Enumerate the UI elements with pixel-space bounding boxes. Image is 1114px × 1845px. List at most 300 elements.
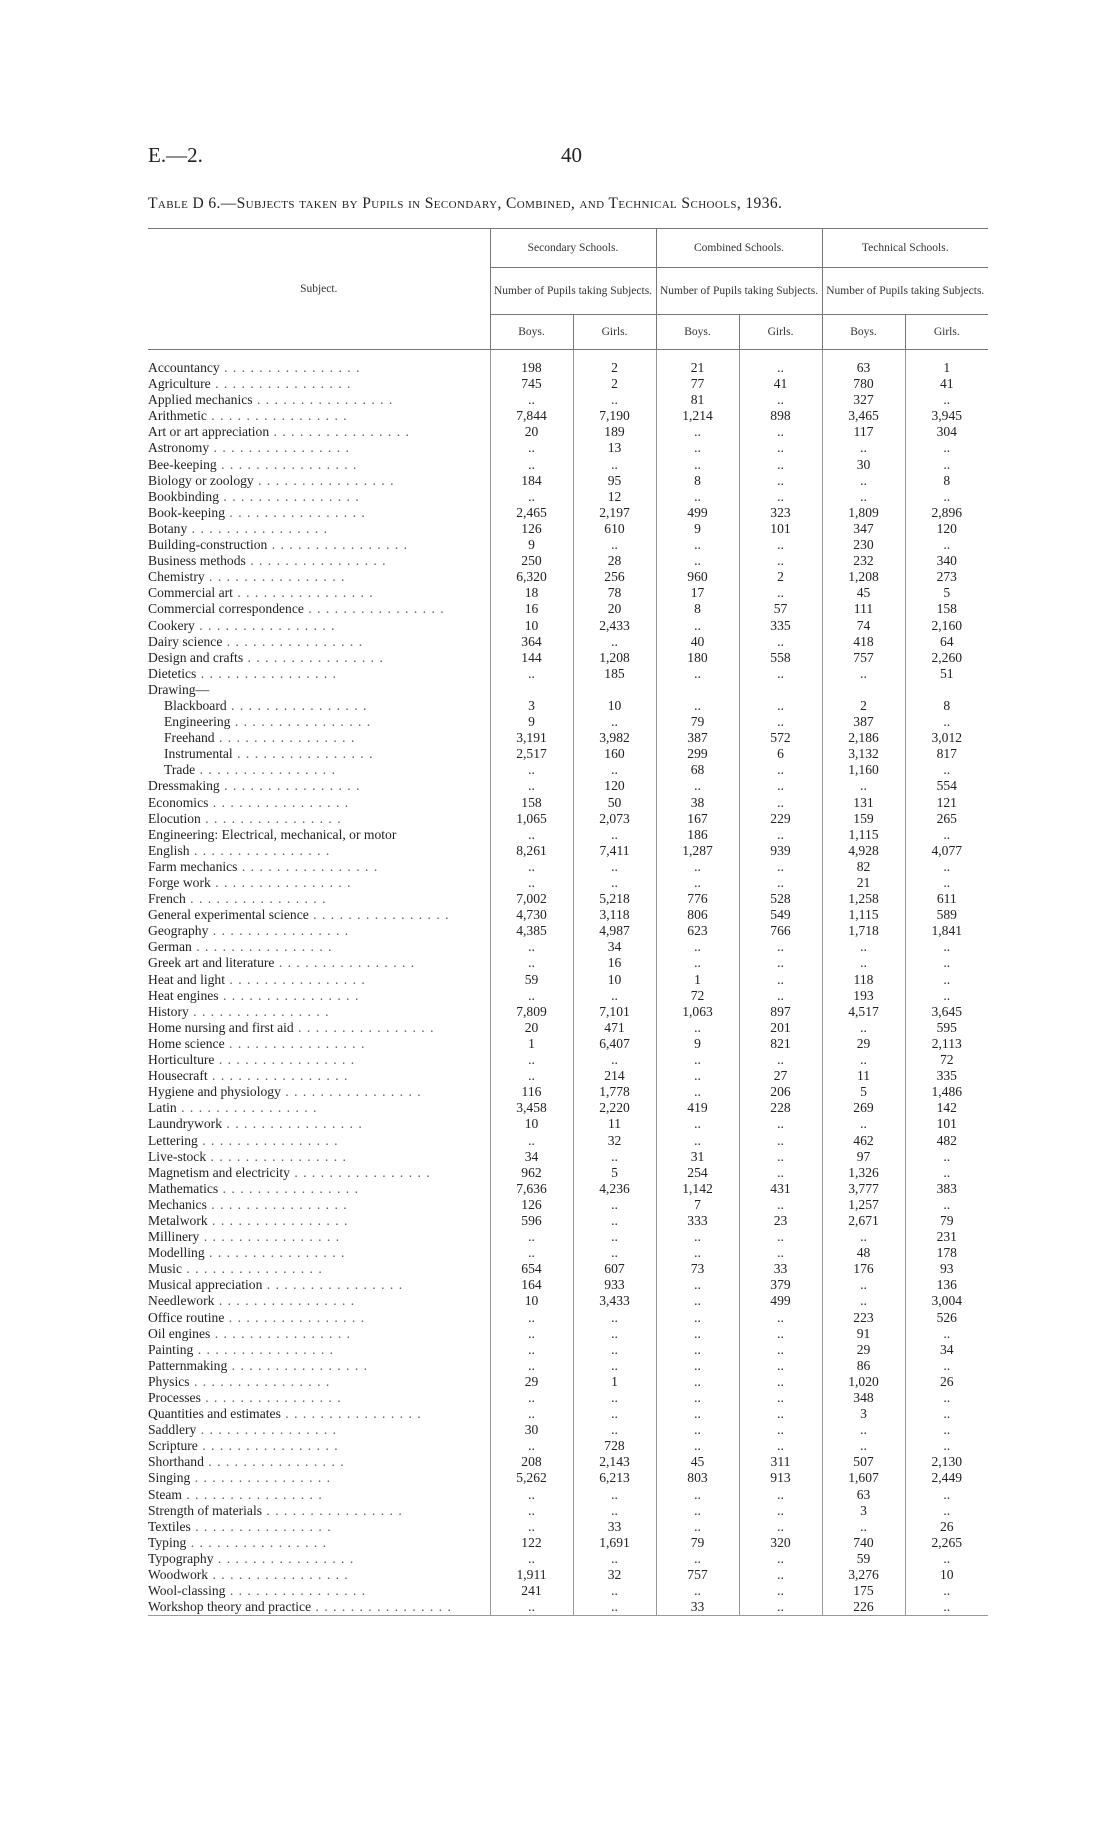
technical-boys-cell: 1,115 [822, 907, 905, 923]
subject-cell [148, 521, 490, 537]
leader-dots: . . . . . . . . . . . . . . . . [189, 1373, 331, 1389]
subject-cell [148, 1084, 490, 1100]
technical-boys-cell: .. [822, 1052, 905, 1068]
combined-boys-cell: 499 [656, 505, 739, 521]
leader-dots: . . . . . . . . . . . . . . . . [303, 601, 445, 617]
technical-boys-cell: 1,208 [822, 569, 905, 585]
technical-girls-header: Girls. [905, 315, 988, 350]
secondary-boys-cell: 29 [490, 1374, 573, 1390]
secondary-girls-cell: 610 [573, 521, 656, 537]
table-row [148, 1535, 988, 1551]
secondary-girls-cell: 32 [573, 1567, 656, 1583]
leader-dots: . . . . . . . . . . . . . . . . [219, 360, 361, 375]
table-row [148, 1551, 988, 1567]
combined-boys-cell: 186 [656, 827, 739, 843]
leader-dots: . . . . . . . . . . . . . . . . [243, 649, 384, 665]
technical-girls-cell: 1,841 [905, 923, 988, 939]
secondary-girls-cell: 1,208 [573, 650, 656, 666]
technical-boys-cell: .. [822, 939, 905, 955]
table-row [148, 682, 988, 698]
subheader-combined: Number of Pupils taking Subjects. [656, 268, 822, 315]
secondary-boys-cell: 20 [490, 424, 573, 440]
subject-name: Instrumental [164, 746, 233, 762]
secondary-boys-cell: 9 [490, 537, 573, 553]
table-row [148, 1358, 988, 1374]
secondary-boys-cell: .. [490, 1310, 573, 1326]
combined-girls-cell: 41 [739, 376, 822, 392]
subject-cell [148, 875, 490, 891]
secondary-boys-cell: 158 [490, 795, 573, 811]
combined-girls-header: Girls. [739, 315, 822, 350]
secondary-girls-cell: 12 [573, 489, 656, 505]
technical-girls-cell: 2,130 [905, 1454, 988, 1470]
subject-name: Oil engines [148, 1325, 211, 1341]
leader-dots: . . . . . . . . . . . . . . . . [269, 424, 410, 440]
leader-dots: . . . . . . . . . . . . . . . . [206, 1196, 348, 1212]
combined-boys-cell: .. [656, 1358, 739, 1374]
technical-boys-cell: 230 [822, 537, 905, 553]
subject-cell [148, 988, 490, 1004]
technical-girls-cell: 79 [905, 1213, 988, 1229]
table-row [148, 795, 988, 811]
secondary-girls-cell: .. [573, 1390, 656, 1406]
combined-boys-cell: 7 [656, 1197, 739, 1213]
subject-name: Building-construction [148, 537, 268, 553]
subject-name: Bee-keeping [148, 456, 217, 472]
secondary-boys-cell: 4,385 [490, 923, 573, 939]
technical-girls-cell: 304 [905, 424, 988, 440]
secondary-girls-cell: 50 [573, 795, 656, 811]
combined-boys-cell: .. [656, 1052, 739, 1068]
technical-boys-cell: .. [822, 1116, 905, 1132]
leader-dots: . . . . . . . . . . . . . . . . [209, 440, 350, 456]
table-row [148, 350, 988, 377]
secondary-girls-cell: 11 [573, 1116, 656, 1132]
leader-dots: . . . . . . . . . . . . . . . . [214, 1293, 356, 1309]
combined-girls-cell: 101 [739, 521, 822, 537]
subject-cell [148, 972, 490, 988]
subject-name: Processes [148, 1390, 201, 1405]
table-row [148, 730, 988, 746]
leader-dots: . . . . . . . . . . . . . . . . [262, 1277, 404, 1293]
combined-boys-cell: .. [656, 939, 739, 955]
secondary-girls-cell: 185 [573, 666, 656, 682]
technical-boys-cell: 1,718 [822, 923, 905, 939]
table-row [148, 1020, 988, 1036]
subject-name: Blackboard [164, 697, 227, 713]
secondary-girls-cell: 1 [573, 1374, 656, 1390]
leader-dots: . . . . . . . . . . . . . . . . [188, 1003, 330, 1019]
table-row [148, 811, 988, 827]
technical-girls-cell: .. [905, 955, 988, 971]
combined-boys-cell: .. [656, 1229, 739, 1245]
technical-boys-cell: 740 [822, 1535, 905, 1551]
technical-girls-cell: 1 [905, 350, 988, 377]
technical-boys-cell: 3,276 [822, 1567, 905, 1583]
secondary-boys-cell: 2,517 [490, 746, 573, 762]
secondary-girls-cell: 3,982 [573, 730, 656, 746]
subject-name: Business methods [148, 553, 246, 569]
combined-boys-cell: .. [656, 1342, 739, 1358]
secondary-boys-cell: 3,191 [490, 730, 573, 746]
technical-boys-cell: 2 [822, 698, 905, 714]
subject-name: French [148, 891, 186, 907]
leader-dots: . . . . . . . . . . . . . . . . [308, 907, 450, 923]
combined-boys-cell: .. [656, 666, 739, 682]
subject-cell [148, 1004, 490, 1020]
technical-girls-cell: 4,077 [905, 843, 988, 859]
secondary-girls-header: Girls. [573, 315, 656, 350]
subject-cell [148, 1165, 490, 1181]
technical-boys-cell: 2,186 [822, 730, 905, 746]
combined-girls-cell: 2 [739, 569, 822, 585]
combined-girls-cell: .. [739, 939, 822, 955]
combined-boys-cell: .. [656, 1487, 739, 1503]
table-row [148, 972, 988, 988]
technical-boys-cell: .. [822, 1277, 905, 1293]
table-row [148, 1036, 988, 1052]
technical-girls-cell: 72 [905, 1052, 988, 1068]
subject-name: Music [148, 1261, 182, 1277]
subject-cell [148, 907, 490, 923]
secondary-girls-cell: 3,433 [573, 1293, 656, 1309]
combined-girls-cell: .. [739, 1133, 822, 1149]
secondary-boys-cell: .. [490, 939, 573, 955]
combined-boys-cell: .. [656, 1519, 739, 1535]
leader-dots: . . . . . . . . . . . . . . . . [196, 1422, 338, 1438]
technical-boys-cell: 4,928 [822, 843, 905, 859]
leader-dots: . . . . . . . . . . . . . . . . [219, 488, 360, 504]
subject-cell [148, 1197, 490, 1213]
technical-boys-header: Boys. [822, 315, 905, 350]
leader-dots: . . . . . . . . . . . . . . . . [204, 569, 346, 585]
technical-girls-cell: 589 [905, 907, 988, 923]
technical-boys-cell: 462 [822, 1133, 905, 1149]
secondary-boys-cell: 7,636 [490, 1181, 573, 1197]
secondary-boys-cell: 20 [490, 1020, 573, 1036]
secondary-girls-cell: 33 [573, 1519, 656, 1535]
subject-cell [148, 827, 490, 843]
technical-girls-cell: 8 [905, 473, 988, 489]
technical-boys-cell: 159 [822, 811, 905, 827]
technical-girls-cell: 2,449 [905, 1470, 988, 1486]
technical-boys-cell: 269 [822, 1100, 905, 1116]
secondary-boys-cell: .. [490, 1599, 573, 1615]
secondary-boys-cell: .. [490, 1551, 573, 1567]
technical-girls-cell: .. [905, 1438, 988, 1454]
subject-name: Latin [148, 1100, 177, 1116]
technical-boys-cell: .. [822, 1020, 905, 1036]
secondary-girls-cell: .. [573, 1342, 656, 1358]
subject-name: Painting [148, 1341, 194, 1357]
technical-girls-cell: .. [905, 827, 988, 843]
combined-boys-cell: 79 [656, 714, 739, 730]
subject-name: Quantities and estimates [148, 1406, 281, 1422]
table-row [148, 843, 988, 859]
secondary-girls-cell: 1,691 [573, 1535, 656, 1551]
table-row [148, 827, 988, 843]
combined-boys-cell: 1 [656, 972, 739, 988]
leader-dots: . . . . . . . . . . . . . . . . [193, 1341, 335, 1357]
subject-name: Wool-classing [148, 1583, 226, 1599]
secondary-girls-cell: 214 [573, 1068, 656, 1084]
leader-dots: . . . . . . . . . . . . . . . . [213, 1550, 355, 1566]
table-row [148, 1599, 988, 1615]
secondary-boys-cell: .. [490, 875, 573, 891]
combined-boys-cell: 623 [656, 923, 739, 939]
combined-boys-cell: 167 [656, 811, 739, 827]
table-row [148, 1487, 988, 1503]
subject-name: General experimental science [148, 907, 309, 923]
secondary-boys-cell: .. [490, 489, 573, 505]
technical-boys-cell: 1,257 [822, 1197, 905, 1213]
table-row [148, 585, 988, 601]
table-row [148, 1004, 988, 1020]
secondary-girls-cell: .. [573, 1583, 656, 1599]
table-row [148, 1422, 988, 1438]
table-row [148, 666, 988, 682]
technical-girls-cell: 10 [905, 1567, 988, 1583]
secondary-boys-cell: .. [490, 1052, 573, 1068]
subject-cell [148, 1149, 490, 1165]
subject-cell [148, 408, 490, 424]
secondary-girls-cell: 7,411 [573, 843, 656, 859]
technical-girls-cell: 526 [905, 1310, 988, 1326]
secondary-girls-cell: 95 [573, 473, 656, 489]
combined-girls-cell: .. [739, 1390, 822, 1406]
secondary-boys-cell: 59 [490, 972, 573, 988]
combined-girls-cell: .. [739, 778, 822, 794]
secondary-boys-cell: 7,844 [490, 408, 573, 424]
combined-girls-cell: .. [739, 457, 822, 473]
secondary-boys-cell: 184 [490, 473, 573, 489]
subject-cell [148, 923, 490, 939]
table-row [148, 1116, 988, 1132]
combined-boys-cell: 803 [656, 1470, 739, 1486]
secondary-boys-cell: .. [490, 859, 573, 875]
technical-girls-cell: 34 [905, 1342, 988, 1358]
subject-cell [148, 618, 490, 634]
secondary-girls-cell: 471 [573, 1020, 656, 1036]
subject-cell [148, 1052, 490, 1068]
subject-name: Design and crafts [148, 649, 244, 665]
combined-girls-cell: .. [739, 762, 822, 778]
secondary-boys-cell: .. [490, 762, 573, 778]
table-row [148, 875, 988, 891]
subject-name: Strength of materials [148, 1502, 263, 1518]
secondary-girls-cell: 10 [573, 698, 656, 714]
subject-name: Dressmaking [148, 778, 220, 794]
combined-girls-cell: .. [739, 795, 822, 811]
secondary-boys-cell: .. [490, 1487, 573, 1503]
secondary-boys-cell: 18 [490, 585, 573, 601]
table-row [148, 424, 988, 440]
subject-cell [148, 666, 490, 682]
combined-girls-cell: 6 [739, 746, 822, 762]
combined-girls-cell: .. [739, 1342, 822, 1358]
table-row [148, 1261, 988, 1277]
table-row [148, 1068, 988, 1084]
technical-boys-cell: 59 [822, 1551, 905, 1567]
leader-dots: . . . . . . . . . . . . . . . . [219, 778, 361, 794]
table-row [148, 955, 988, 971]
subject-cell [148, 489, 490, 505]
combined-boys-cell: 40 [656, 634, 739, 650]
combined-boys-cell: 9 [656, 521, 739, 537]
subject-cell [148, 1487, 490, 1503]
combined-boys-cell: .. [656, 1406, 739, 1422]
technical-girls-cell: .. [905, 1487, 988, 1503]
technical-boys-cell: 232 [822, 553, 905, 569]
subject-cell [148, 939, 490, 955]
technical-girls-cell: 265 [905, 811, 988, 827]
technical-boys-cell: 175 [822, 1583, 905, 1599]
leader-dots: . . . . . . . . . . . . . . . . [237, 858, 379, 874]
subject-cell [148, 601, 490, 617]
secondary-girls-cell: 4,236 [573, 1181, 656, 1197]
secondary-boys-cell: .. [490, 1342, 573, 1358]
combined-boys-cell: .. [656, 1084, 739, 1100]
secondary-girls-cell: 5 [573, 1165, 656, 1181]
subject-name: Textiles [148, 1518, 191, 1534]
leader-dots: . . . . . . . . . . . . . . . . [245, 553, 387, 569]
table-row [148, 440, 988, 456]
subject-cell [148, 891, 490, 907]
subject-cell [148, 424, 490, 440]
subject-name: English [148, 842, 190, 858]
subject-cell [148, 537, 490, 553]
subject-cell [148, 392, 490, 408]
secondary-girls-cell: 728 [573, 1438, 656, 1454]
leader-dots: . . . . . . . . . . . . . . . . [253, 472, 395, 488]
subject-name: Forge work [148, 875, 211, 890]
table-row [148, 1197, 988, 1213]
combined-boys-cell: 333 [656, 1213, 739, 1229]
table-header [148, 229, 988, 350]
technical-girls-cell: 554 [905, 778, 988, 794]
leader-dots: . . . . . . . . . . . . . . . . [267, 537, 409, 553]
technical-boys-cell: 3,777 [822, 1181, 905, 1197]
combined-girls-cell: 335 [739, 618, 822, 634]
combined-boys-cell: .. [656, 1326, 739, 1342]
technical-boys-cell: 757 [822, 650, 905, 666]
leader-dots: . . . . . . . . . . . . . . . . [214, 730, 356, 746]
technical-boys-cell: .. [822, 955, 905, 971]
subject-name: Agriculture [148, 376, 211, 392]
subject-cell [148, 746, 490, 762]
subject-cell [148, 1406, 490, 1422]
combined-girls-cell: 229 [739, 811, 822, 827]
combined-boys-cell: 72 [656, 988, 739, 1004]
combined-boys-cell: 17 [656, 585, 739, 601]
combined-boys-cell: 1,142 [656, 1181, 739, 1197]
leader-dots: . . . . . . . . . . . . . . . . [200, 810, 342, 826]
technical-boys-cell: 111 [822, 601, 905, 617]
technical-girls-cell: .. [905, 1551, 988, 1567]
secondary-boys-cell: .. [490, 1519, 573, 1535]
secondary-girls-cell: 189 [573, 424, 656, 440]
leader-dots: . . . . . . . . . . . . . . . . [230, 714, 372, 730]
subject-name: Accountancy [148, 360, 220, 375]
leader-dots: . . . . . . . . . . . . . . . . [232, 746, 374, 762]
secondary-girls-cell: .. [573, 1551, 656, 1567]
secondary-boys-cell: .. [490, 1326, 573, 1342]
table-row [148, 1213, 988, 1229]
combined-boys-cell: 8 [656, 473, 739, 489]
technical-girls-cell: .. [905, 392, 988, 408]
technical-girls-cell: .. [905, 1406, 988, 1422]
table-row [148, 923, 988, 939]
technical-girls-cell: 26 [905, 1374, 988, 1390]
secondary-girls-cell: 3,118 [573, 907, 656, 923]
subjects-table [148, 229, 988, 1615]
combined-boys-cell: 806 [656, 907, 739, 923]
combined-girls-cell: .. [739, 1406, 822, 1422]
secondary-boys-cell: .. [490, 440, 573, 456]
technical-boys-cell: 1,258 [822, 891, 905, 907]
leader-dots: . . . . . . . . . . . . . . . . [204, 1245, 346, 1261]
subject-name: Office routine [148, 1309, 225, 1325]
secondary-boys-cell: .. [490, 1133, 573, 1149]
technical-boys-cell: 3 [822, 1503, 905, 1519]
secondary-boys-cell: .. [490, 1068, 573, 1084]
table-row [148, 634, 988, 650]
technical-boys-cell: 1,809 [822, 505, 905, 521]
secondary-girls-cell: .. [573, 634, 656, 650]
leader-dots: . . . . . . . . . . . . . . . . [218, 1180, 359, 1196]
subject-name: Heat engines [148, 987, 219, 1003]
subject-name: Magnetism and electricity [148, 1164, 290, 1180]
secondary-boys-cell: 34 [490, 1149, 573, 1165]
table-row [148, 1149, 988, 1165]
leader-dots: . . . . . . . . . . . . . . . . [206, 408, 348, 424]
secondary-girls-cell: 120 [573, 778, 656, 794]
combined-boys-cell: .. [656, 1116, 739, 1132]
combined-girls-cell: .. [739, 1229, 822, 1245]
technical-girls-cell: .. [905, 1390, 988, 1406]
subject-cell [148, 457, 490, 473]
technical-girls-cell: .. [905, 762, 988, 778]
combined-girls-cell: .. [739, 1197, 822, 1213]
leader-dots: . . . . . . . . . . . . . . . . [274, 955, 416, 971]
secondary-boys-cell: 654 [490, 1261, 573, 1277]
subject-name: Metalwork [148, 1212, 208, 1228]
technical-girls-cell: .. [905, 1503, 988, 1519]
combined-boys-cell: .. [656, 1068, 739, 1084]
subject-cell [148, 1036, 490, 1052]
technical-boys-cell: 3,132 [822, 746, 905, 762]
document-reference: E.—2. [148, 143, 203, 167]
subject-name: Home science [148, 1035, 225, 1051]
subject-cell [148, 473, 490, 489]
technical-boys-cell: .. [822, 440, 905, 456]
leader-dots: . . . . . . . . . . . . . . . . [289, 1164, 431, 1180]
secondary-girls-cell: .. [573, 457, 656, 473]
leader-dots: . . . . . . . . . . . . . . . . [199, 1229, 341, 1245]
subject-name: Laundrywork [148, 1116, 222, 1132]
combined-girls-cell: .. [739, 392, 822, 408]
technical-boys-cell: 1,020 [822, 1374, 905, 1390]
combined-girls-cell: 558 [739, 650, 822, 666]
subject-cell [148, 1567, 490, 1583]
combined-boys-cell: .. [656, 1390, 739, 1406]
combined-girls-cell: .. [739, 473, 822, 489]
subject-name: Botany [148, 520, 188, 536]
secondary-boys-cell: 30 [490, 1422, 573, 1438]
secondary-girls-cell: .. [573, 1422, 656, 1438]
secondary-girls-cell: 78 [573, 585, 656, 601]
table-row [148, 1277, 988, 1293]
